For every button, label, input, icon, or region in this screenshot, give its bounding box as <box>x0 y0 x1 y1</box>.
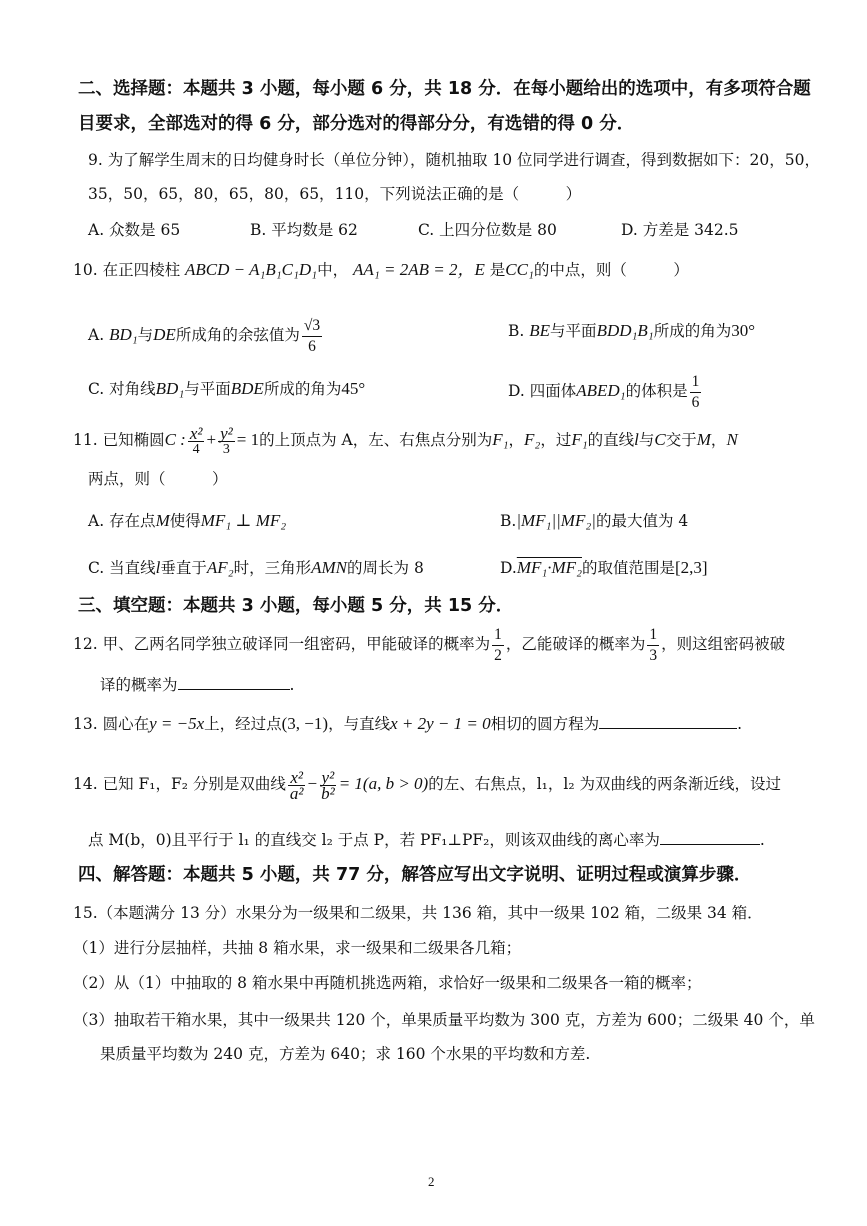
section3-heading: 三、填空题：本题共 3 小题，每小题 5 分，共 15 分． <box>78 596 514 616</box>
q13-line <box>73 712 742 735</box>
q11-x2: x² <box>189 423 203 443</box>
q11-m: M <box>696 430 711 449</box>
q11-d-text: 的取值范围是 <box>581 559 675 577</box>
q11-c-text2: 时，三角形 <box>233 559 312 577</box>
q15-part2: （2）从（1）中抽取的 8 箱水果中再随机挑选两箱，求恰好一级果和二级果各一箱的概率； <box>73 974 702 992</box>
q12-frac1-num: 1 <box>492 625 504 646</box>
q15-line1: 15.（本题满分 13 分）水果分为一级果和二级果，共 136 箱，其中一级果 102 箱，二级果 34 箱． <box>73 904 763 922</box>
q10-b-plane: BDD₁B₁ <box>596 321 654 340</box>
q11-d-label: D. <box>500 559 517 577</box>
q13-mid: 上，经过点 <box>204 715 282 733</box>
q10-b-value: 30° <box>731 321 756 340</box>
q12-tail: ，则这组密码被破 <box>661 635 786 653</box>
q13-eq1: y = −5x <box>149 714 205 733</box>
q10-a-text: 所成角的余弦值为 <box>175 326 300 344</box>
q11-frac-x <box>188 423 205 457</box>
q10-c-plane: BDE <box>230 379 264 398</box>
q10-tail: 的中点，则（ ） <box>533 261 689 279</box>
q11-d-range: [2,3] <box>675 558 708 577</box>
q10-a-bd1: BD₁ <box>109 325 138 344</box>
q10-option-d <box>508 368 703 414</box>
q10-cc1: CC₁ <box>505 260 534 279</box>
q15-part1: （1）进行分层抽样，共抽 8 箱水果，求一级果和二级果各几箱； <box>73 939 522 957</box>
q13-pre: 13. 圆心在 <box>73 715 150 733</box>
q14-b2: b² <box>321 783 335 803</box>
q11-f1b: F₁ <box>571 430 588 449</box>
q12-frac1-den: 2 <box>494 646 502 664</box>
q10-d-label: D. 四面体 <box>508 382 577 400</box>
q14-frac-x <box>288 767 306 803</box>
q11-line2: 两点，则（ ） <box>88 470 228 488</box>
q14-tail: 的左、右焦点，l₁，l₂ 为双曲线的两条渐近线，设过 <box>428 775 781 793</box>
q11-n: N <box>726 430 738 449</box>
q11-c-label: C. 当直线 <box>88 559 156 577</box>
q12-pre: 12. 甲、乙两名同学独立破译同一组密码，甲能破译的概率为 <box>73 635 491 653</box>
q11-stem <box>73 420 738 460</box>
q12-mid: ，乙能破译的概率为 <box>505 635 646 653</box>
q14-frac-y <box>319 767 337 803</box>
q9-option-a: A. 众数是 65 <box>88 221 181 239</box>
q10-condition: AA₁ = 2AB = 2， <box>353 260 475 279</box>
q11-a-expr: MF₁ ⊥ MF₂ <box>200 511 287 530</box>
q12-line2-text: 译的概率为 <box>100 676 178 694</box>
q10-a-label: A. <box>88 326 105 344</box>
q11-d-expr: MF₁·MF₂ <box>516 558 582 577</box>
q11-option-c <box>88 557 424 579</box>
q11-f2: F₂ <box>524 430 541 449</box>
q11-tail5: 交于 <box>665 431 697 449</box>
q11-c-l: l <box>155 558 161 577</box>
page-number: 2 <box>428 1174 435 1189</box>
q11-num: 11. 已知椭圆 <box>73 431 165 449</box>
q11-plus: + <box>206 430 217 449</box>
q12-frac2-num: 1 <box>647 625 659 646</box>
q15-part3-cont: 果质量平均数为 240 克，方差为 640；求 160 个水果的平均数和方差. <box>100 1045 591 1063</box>
q9-line2: 35，50，65，80，65，80，65，110，下列说法正确的是（ ） <box>88 185 582 203</box>
q10-a-denominator: 6 <box>308 337 316 355</box>
q11-comma2: ， <box>710 431 727 449</box>
q11-y2: y² <box>220 423 233 443</box>
q11-c: C : <box>164 430 186 449</box>
q14-y2: y² <box>321 767 335 787</box>
q11-a-text: 使得 <box>169 512 201 530</box>
q11-tail4: 与 <box>638 431 655 449</box>
q11-tail2: ，过 <box>540 431 572 449</box>
q11-b-label: B. <box>500 512 517 530</box>
q10-d-text: 的体积是 <box>625 382 688 400</box>
q10-d-denominator: 6 <box>691 393 700 411</box>
q11-b-text: 的最大值为 4 <box>595 512 689 530</box>
q10-a-de: DE <box>153 325 176 344</box>
q14-line1 <box>73 760 781 808</box>
q10-mid: 中， <box>317 261 349 279</box>
q11-four: 4 <box>192 441 200 457</box>
q11-option-b <box>500 510 688 532</box>
q10-c-value: 45° <box>341 379 366 398</box>
q11-l: l <box>634 430 639 449</box>
q10-d-fraction <box>690 372 702 413</box>
q9-option-d: D. 方差是 342.5 <box>621 221 739 239</box>
q14-line2 <box>88 828 765 851</box>
q13-mid2: ，与直线 <box>328 715 391 733</box>
q11-eq: = 1 <box>236 430 260 449</box>
q12-frac2-den: 3 <box>649 646 658 664</box>
q11-option-a <box>88 510 286 532</box>
q10-option-b <box>508 320 755 342</box>
q10-c-tail: 所成的角为 <box>263 380 342 398</box>
q13-tail: 相切的圆方程为 <box>490 715 600 733</box>
q9-option-b: B. 平均数是 62 <box>250 221 358 239</box>
q11-tail: 的上顶点为 A，左、右焦点分别为 <box>259 431 493 449</box>
q14-eq: = 1(a, b > 0) <box>338 774 429 793</box>
q10-c-label: C. 对角线 <box>88 380 156 398</box>
q13-eq2: x + 2y − 1 = 0 <box>390 714 491 733</box>
q11-c-text: 垂直于 <box>160 559 207 577</box>
q10-c-text: 与平面 <box>184 380 231 398</box>
q12-answer-blank <box>178 673 290 690</box>
section2-heading-line2: 目要求，全部选对的得 6 分，部分选对的得部分分，有选错的得 0 分． <box>78 114 635 134</box>
q11-f1: F₁ <box>492 430 509 449</box>
q11-three: 3 <box>222 441 230 457</box>
q10-point-e: E <box>474 260 485 279</box>
q10-option-c <box>88 378 365 400</box>
q11-a-label: A. 存在点 <box>88 512 156 530</box>
q12-frac2 <box>647 625 659 666</box>
q11-b-expr: |MF₁||MF₂| <box>516 511 596 530</box>
section4-heading: 四、解答题：本题共 5 小题，共 77 分，解答应写出文字说明、证明过程或演算步骤． <box>78 865 752 885</box>
section2-heading-line1: 二、选择题：本题共 3 小题，每小题 6 分，共 18 分．在每小题给出的选项中，有多项符合题 <box>78 79 811 99</box>
q10-a-with: 与 <box>137 326 154 344</box>
q14-minus: − <box>307 774 318 793</box>
q14-pre: 14. 已知 F₁，F₂ 分别是双曲线 <box>73 775 286 793</box>
q10-a-fraction <box>302 316 322 357</box>
q10-a-numerator: √3 <box>302 316 322 337</box>
q11-c2: C <box>654 430 666 449</box>
q15-part3: （3）抽取若干箱水果，其中一级果共 120 个，单果质量平均数为 300 克，方差为 600；二级果 40 个，单 <box>73 1011 815 1029</box>
q10-is: 是 <box>489 261 506 279</box>
q11-frac-y <box>218 423 235 457</box>
q11-tail3: 的直线 <box>587 431 635 449</box>
q10-c-bd1: BD₁ <box>155 379 185 398</box>
q14-x2: x² <box>290 767 303 787</box>
q9-line1: 9. 为了解学生周末的日均健身时长（单位分钟），随机抽取 10 位同学进行调查，得到数据如下：20，50， <box>88 151 820 169</box>
q11-c-af2: AF₂ <box>206 558 234 577</box>
q14-end: . <box>759 831 765 849</box>
q14-a2: a² <box>289 783 304 803</box>
q10-option-a <box>88 310 324 360</box>
q12-end: . <box>289 676 295 694</box>
q11-c-amn: AMN <box>311 558 348 577</box>
q10-prism: ABCD − A₁B₁C₁D₁ <box>185 260 318 279</box>
q11-option-d <box>500 557 708 579</box>
q14-answer-blank <box>660 828 760 845</box>
q12-line2 <box>100 673 294 696</box>
q10-b-label: B. <box>508 322 525 340</box>
q11-c-text3: 的周长为 8 <box>347 559 424 577</box>
q13-point: (3, −1) <box>281 714 329 733</box>
q10-d-numerator: 1 <box>690 372 702 393</box>
q14-line2-text: 点 M(b，0)且平行于 l₁ 的直线交 l₂ 于点 P，若 PF₁⊥PF₂，则该双曲线的离心率为 <box>88 831 660 849</box>
q11-a-m: M <box>155 511 170 530</box>
q10-b-be: BE <box>529 321 551 340</box>
q13-answer-blank <box>599 712 737 729</box>
q13-end: . <box>737 715 743 733</box>
q10-stem <box>73 259 689 281</box>
q11-comma: ， <box>508 431 525 449</box>
q10-num: 10. 在正四棱柱 <box>73 261 181 279</box>
q10-d-object: ABED₁ <box>576 381 626 400</box>
q10-b-text: 与平面 <box>550 322 597 340</box>
q12-line1 <box>73 622 785 666</box>
q12-frac1 <box>492 625 504 666</box>
q9-option-c: C. 上四分位数是 80 <box>418 221 557 239</box>
q10-b-tail: 所成的角为 <box>653 322 732 340</box>
